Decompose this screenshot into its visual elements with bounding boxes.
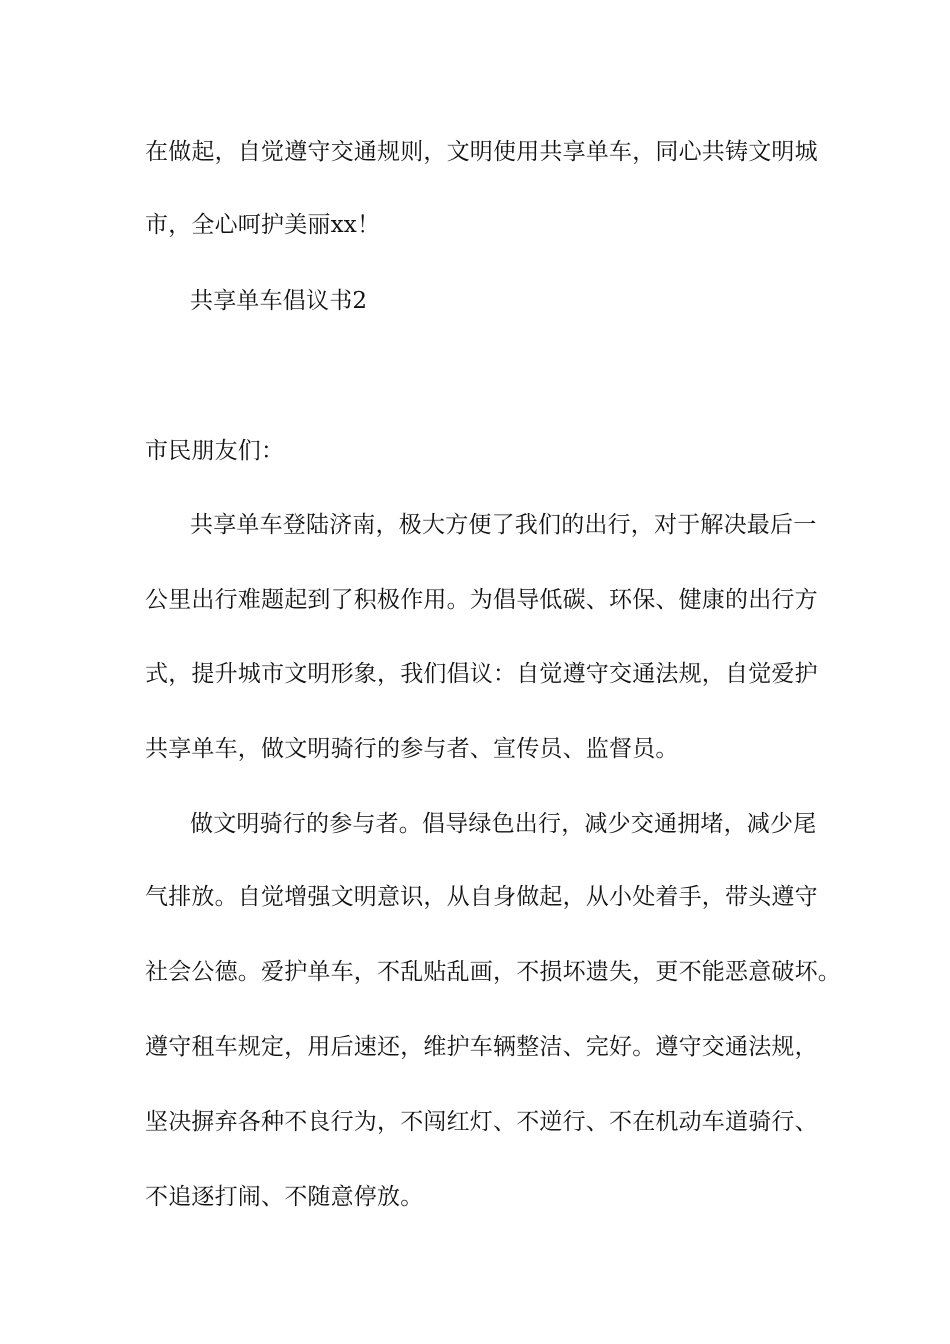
body-text-line: 共享单车登陆济南，极大方便了我们的出行，对于解决最后一 xyxy=(190,512,817,538)
body-text-line: 坚决摒弃各种不良行为，不闯红灯、不逆行、不在机动车道骑行、 xyxy=(145,1109,818,1135)
section-heading: 共享单车倡议书2 xyxy=(190,288,368,314)
body-text-line: 遵守租车规定，用后速还，维护车辆整洁、完好。遵守交通法规， xyxy=(145,1034,818,1060)
body-text-line: 气排放。自觉增强文明意识，从自身做起，从小处着手，带头遵守 xyxy=(145,884,818,910)
body-text-line: 公里出行难题起到了积极作用。为倡导低碳、环保、健康的出行方 xyxy=(145,587,818,613)
body-text-line: 式，提升城市文明形象，我们倡议：自觉遵守交通法规，自觉爱护 xyxy=(145,661,818,687)
salutation: 市民朋友们： xyxy=(145,438,285,464)
body-text-line: 共享单车，做文明骑行的参与者、宣传员、监督员。 xyxy=(145,736,679,762)
body-text-line: 做文明骑行的参与者。倡导绿色出行，减少交通拥堵，减少尾 xyxy=(190,811,817,837)
body-text-line: 不追逐打闹、不随意停放。 xyxy=(145,1184,424,1210)
body-text-line: 社会公德。爱护单车，不乱贴乱画，不损坏遗失，更不能恶意破坏。 xyxy=(145,959,841,985)
body-text-line: 在做起，自觉遵守交通规则，文明使用共享单车，同心共铸文明城 xyxy=(145,139,818,165)
body-text-line: 市，全心呵护美丽xx！ xyxy=(145,212,381,238)
